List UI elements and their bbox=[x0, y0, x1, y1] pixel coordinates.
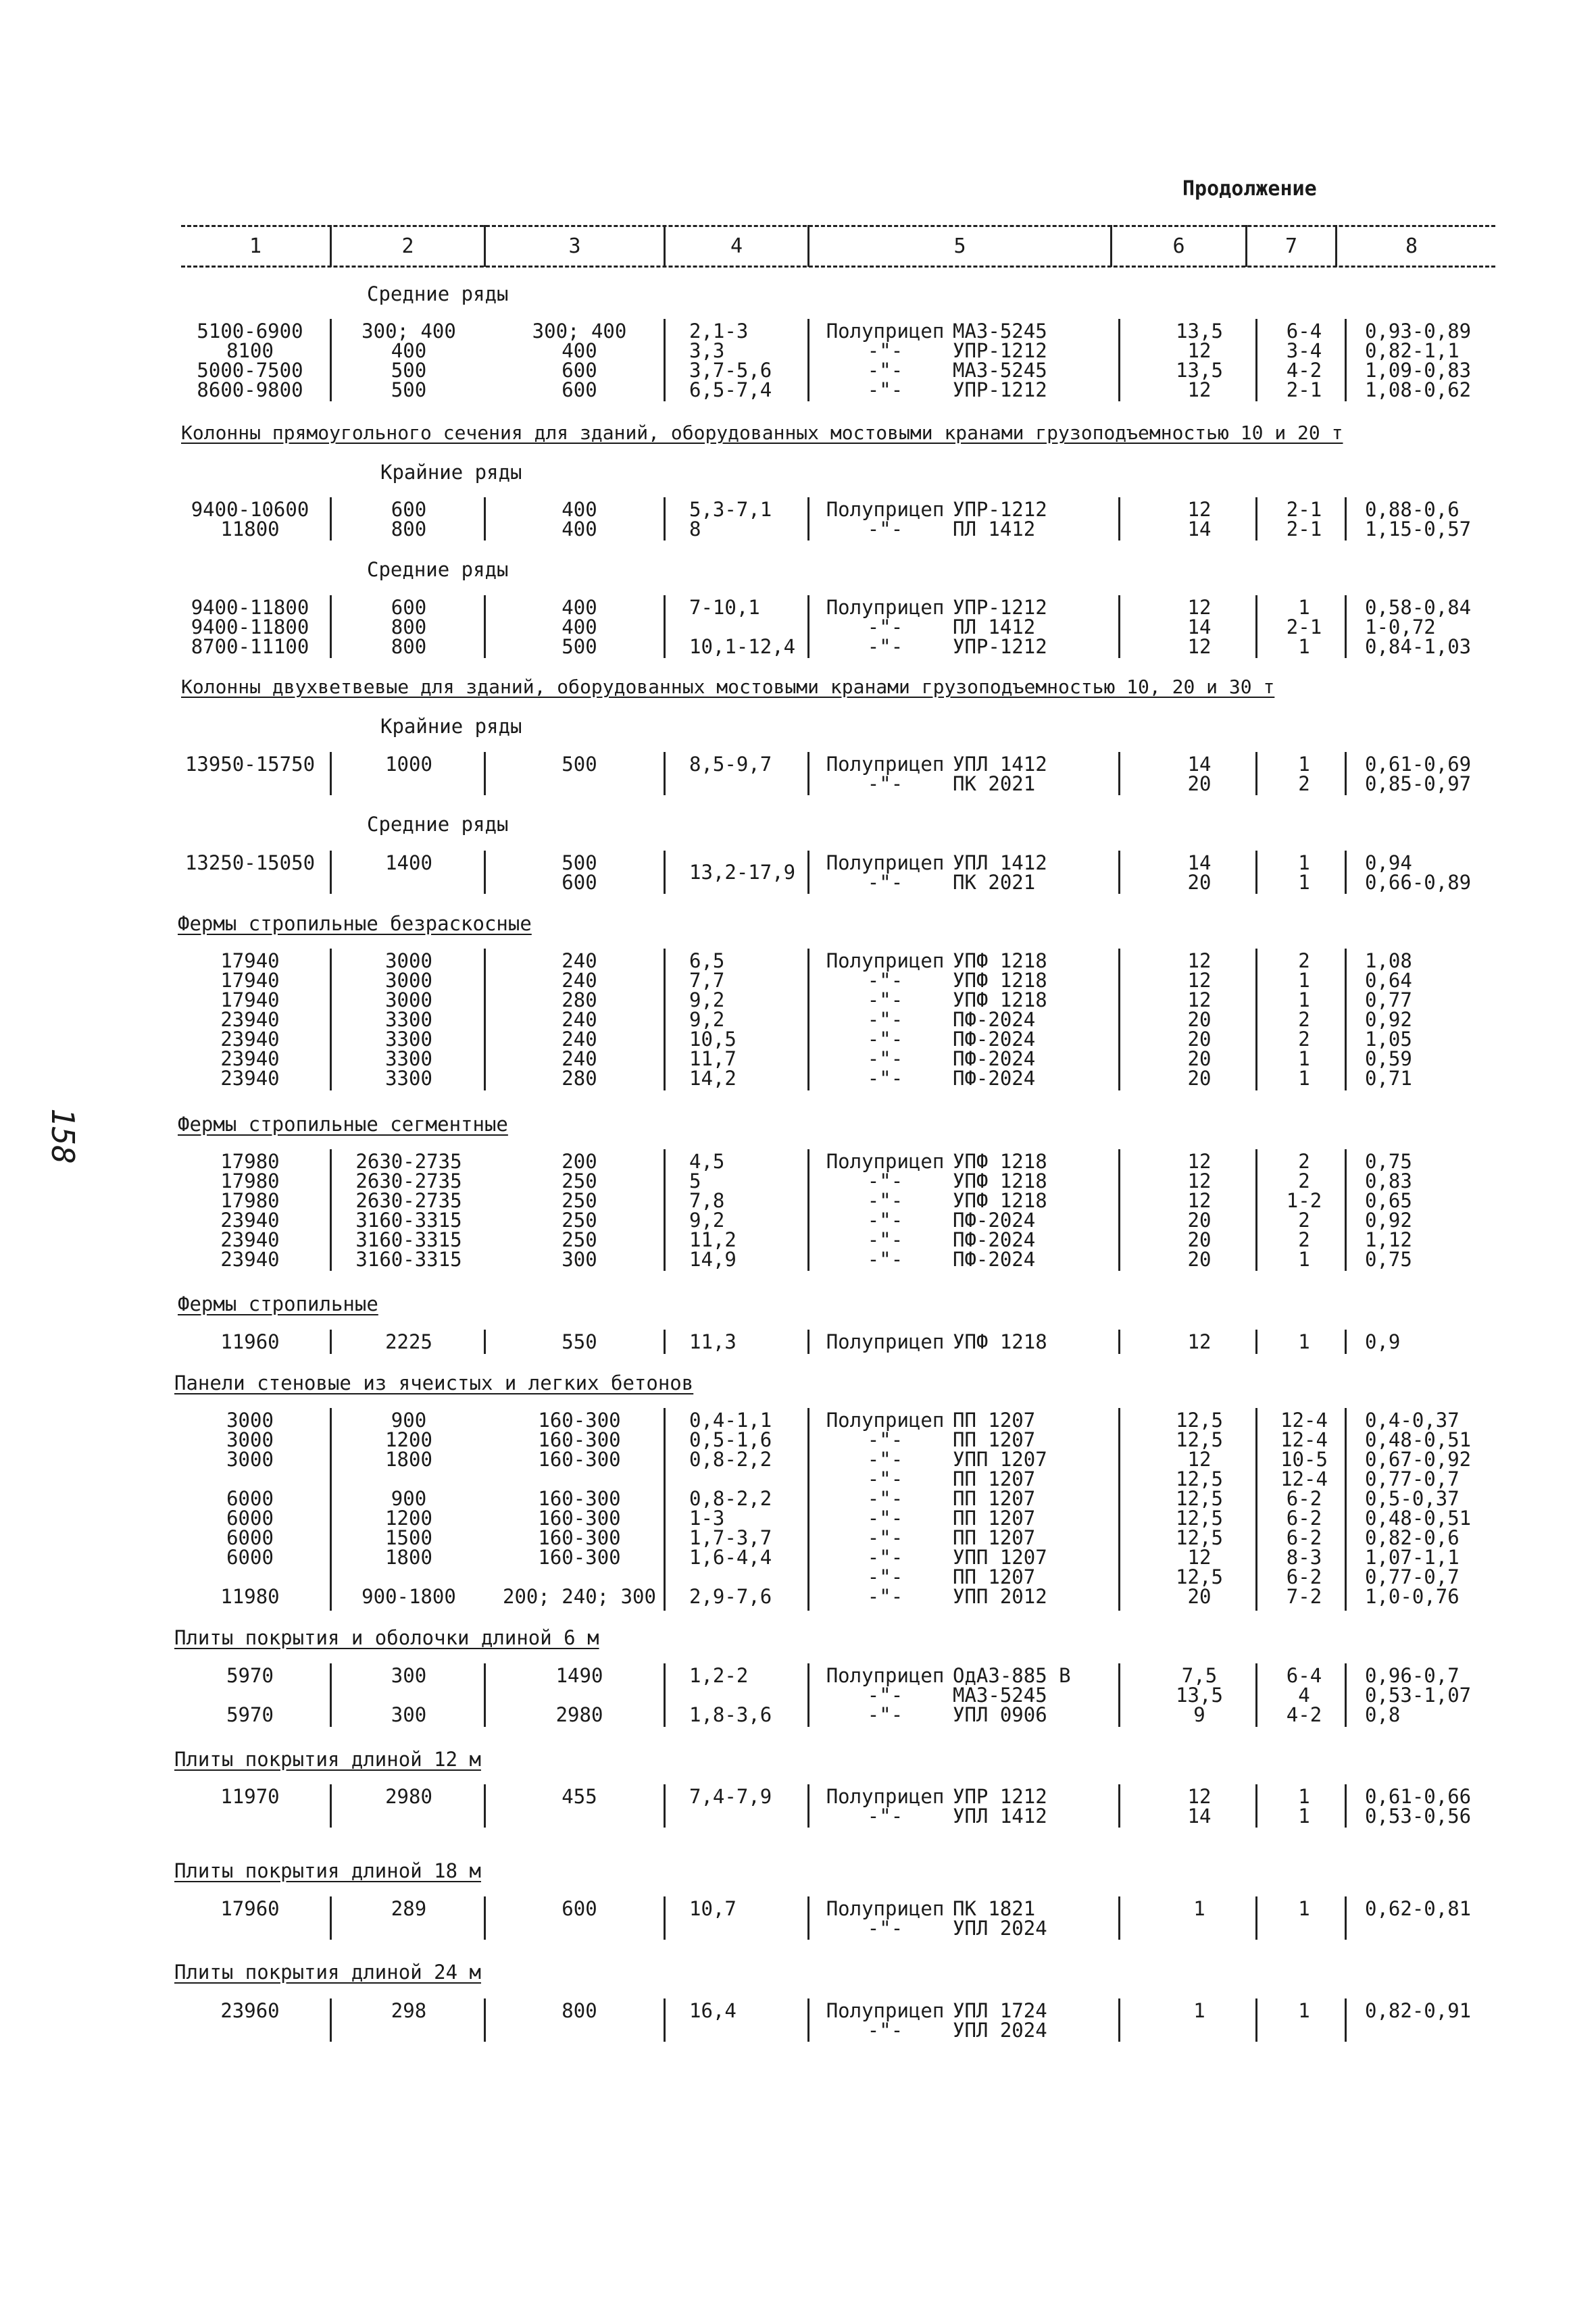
column-divider bbox=[1118, 319, 1120, 401]
cell-col6: 12 14 bbox=[1187, 498, 1212, 540]
section-heading: Плиты покрытия длиной 12 м bbox=[174, 1748, 481, 1771]
column-divider bbox=[807, 949, 809, 1090]
cell-col5-model: УПЛ 1412 ПК 2021 bbox=[953, 753, 1047, 795]
column-divider bbox=[664, 497, 666, 540]
cell-col8: 0,4-0,37 0,48-0,51 0,67-0,92 0,77-0,7 0,5-0,37 0,48-0,51 0,82-0,6 1,07-1,1 0,77-0,7 1,0-0,76 bbox=[1365, 1409, 1472, 1608]
cell-col5-model: УПР-1212 ПЛ 1412 bbox=[953, 498, 1047, 540]
column-divider bbox=[330, 1408, 332, 1611]
cell-col4: 7,4-7,9 bbox=[689, 1785, 772, 1808]
col-header-2: 2 bbox=[401, 234, 414, 258]
cell-col6: 12 12 12 20 20 20 20 bbox=[1187, 949, 1212, 1090]
section-heading: Плиты покрытия длиной 24 м bbox=[174, 1961, 481, 1984]
cell-col7: 1 2-1 1 bbox=[1286, 596, 1322, 658]
column-divider bbox=[330, 595, 332, 658]
column-divider bbox=[484, 497, 486, 540]
cell-col5-vehicle: Полуприцеп -"- bbox=[826, 1785, 945, 1828]
cell-col7: 2-1 2-1 bbox=[1286, 498, 1322, 540]
column-divider bbox=[807, 1408, 809, 1611]
col-header-5: 5 bbox=[953, 234, 966, 258]
cell-col2: 2225 bbox=[385, 1330, 432, 1353]
cell-col7: 1 1 bbox=[1298, 1785, 1310, 1828]
cell-col3: 300; 400 400 600 600 bbox=[532, 320, 627, 401]
column-divider bbox=[807, 497, 809, 540]
cell-col1: 17940 17940 17940 23940 23940 23940 23940 bbox=[220, 949, 280, 1090]
column-divider bbox=[484, 1896, 486, 1940]
col-header-6: 6 bbox=[1172, 234, 1185, 258]
cell-col6: 12 bbox=[1187, 1330, 1212, 1353]
cell-col5-vehicle: Полуприцеп -"- -"- -"- -"- -"- bbox=[826, 1150, 945, 1271]
column-divider bbox=[484, 752, 486, 795]
column-divider bbox=[1255, 1330, 1257, 1354]
column-divider bbox=[807, 851, 809, 894]
cell-col8: 0,96-0,7 0,53-1,07 0,8 bbox=[1365, 1664, 1472, 1726]
subheading-middle-rows: Средние ряды bbox=[367, 282, 509, 305]
column-divider bbox=[1255, 1896, 1257, 1940]
column-divider bbox=[1118, 1784, 1120, 1828]
cell-col4: 6,5 7,7 9,2 9,2 10,5 11,7 14,2 bbox=[689, 949, 737, 1090]
column-divider bbox=[330, 1896, 332, 1940]
cell-col8: 0,94 0,66-0,89 bbox=[1365, 851, 1472, 894]
column-divider bbox=[807, 1663, 809, 1727]
cell-col5-model: ОдАЗ-885 В МАЗ-5245 УПЛ 0906 bbox=[953, 1664, 1071, 1726]
column-divider bbox=[330, 1998, 332, 2042]
cell-col8: 0,9 bbox=[1365, 1330, 1401, 1353]
column-divider bbox=[1345, 497, 1347, 540]
header-bottom-rule bbox=[181, 266, 1495, 268]
column-divider bbox=[330, 1330, 332, 1354]
cell-col2: 1000 bbox=[385, 753, 432, 776]
cell-col8: 0,61-0,69 0,85-0,97 bbox=[1365, 753, 1472, 795]
cell-col1: 17980 17980 17980 23940 23940 23940 bbox=[220, 1150, 280, 1271]
cell-col8: 0,61-0,66 0,53-0,56 bbox=[1365, 1785, 1472, 1828]
column-divider bbox=[1345, 595, 1347, 658]
section-heading: Фермы стропильные безраскосные bbox=[178, 912, 532, 935]
cell-col1: 9400-10600 11800 bbox=[191, 498, 309, 540]
cell-col5-vehicle: Полуприцеп bbox=[826, 1330, 945, 1353]
cell-col1: 3000 3000 3000 6000 6000 6000 6000 11980 bbox=[220, 1409, 280, 1608]
column-divider bbox=[1118, 1896, 1120, 1940]
cell-col8: 0,62-0,81 bbox=[1365, 1897, 1472, 1920]
page-number: 158 bbox=[45, 1108, 81, 1165]
column-divider bbox=[1345, 1330, 1347, 1354]
column-divider bbox=[664, 1998, 666, 2042]
column-divider bbox=[1255, 851, 1257, 894]
cell-col5-vehicle: Полуприцеп -"- bbox=[826, 1999, 945, 2042]
subheading-middle-rows: Средние ряды bbox=[367, 558, 509, 581]
subheading-edge-rows: Крайние ряды bbox=[380, 715, 522, 738]
cell-col3: 500 600 bbox=[562, 851, 597, 894]
cell-col2: 3000 3000 3000 3300 3300 3300 3300 bbox=[385, 949, 432, 1090]
column-divider bbox=[1345, 1896, 1347, 1940]
column-divider bbox=[484, 1330, 486, 1354]
cell-col7: 1 2 bbox=[1298, 753, 1310, 795]
cell-col3: 800 bbox=[562, 1999, 597, 2022]
column-divider bbox=[807, 595, 809, 658]
column-divider bbox=[484, 949, 486, 1090]
cell-col6: 12,5 12,5 12 12,5 12,5 12,5 12,5 12 12,5 20 bbox=[1176, 1409, 1223, 1608]
cell-col3: 1490 2980 bbox=[555, 1664, 603, 1726]
cell-col5-model: УПР 1212 УПЛ 1412 bbox=[953, 1785, 1047, 1828]
cell-col3: 600 bbox=[562, 1897, 597, 1920]
column-divider bbox=[807, 1998, 809, 2042]
cell-col4: 1,2-2 1,8-3,6 bbox=[689, 1664, 772, 1726]
cell-col3: 400 400 bbox=[562, 498, 597, 540]
cell-col6: 1 bbox=[1193, 1999, 1205, 2022]
column-divider bbox=[807, 1896, 809, 1940]
cell-col6: 7,5 13,5 9 bbox=[1176, 1664, 1223, 1726]
cell-col7: 12-4 12-4 10-5 12-4 6-2 6-2 6-2 8-3 6-2 7-2 bbox=[1280, 1409, 1328, 1608]
cell-col1: 17960 bbox=[220, 1897, 280, 1920]
column-divider bbox=[1118, 497, 1120, 540]
column-divider bbox=[330, 319, 332, 401]
col-header-4: 4 bbox=[730, 234, 743, 258]
column-divider bbox=[664, 319, 666, 401]
column-divider bbox=[807, 1784, 809, 1828]
column-divider bbox=[1255, 1784, 1257, 1828]
col-header-7: 7 bbox=[1285, 234, 1298, 258]
cell-col5-model: УПФ 1218 УПФ 1218 УПФ 1218 ПФ-2024 ПФ-2024 ПФ-2024 bbox=[953, 1150, 1047, 1271]
column-divider bbox=[330, 1784, 332, 1828]
column-divider bbox=[807, 1330, 809, 1354]
cell-col6: 12 14 12 bbox=[1187, 596, 1212, 658]
cell-col5-vehicle: Полуприцеп -"- bbox=[826, 753, 945, 795]
column-divider bbox=[1345, 1408, 1347, 1611]
cell-col7: 6-4 4 4-2 bbox=[1286, 1664, 1322, 1726]
cell-col3: 200 250 250 250 250 300 bbox=[562, 1150, 597, 1271]
column-divider bbox=[1345, 752, 1347, 795]
column-divider bbox=[330, 949, 332, 1090]
cell-col1: 9400-11800 9400-11800 8700-11100 bbox=[191, 596, 309, 658]
cell-col5-vehicle: Полуприцеп -"- -"- bbox=[826, 596, 945, 658]
column-divider bbox=[1345, 1998, 1347, 2042]
cell-col2: 600 800 800 bbox=[391, 596, 427, 658]
header-top-rule bbox=[181, 225, 1495, 227]
cell-col2: 900 1200 1800 900 1200 1500 1800 900-1800 bbox=[361, 1409, 456, 1608]
cell-col7: 6-4 3-4 4-2 2-1 bbox=[1286, 320, 1322, 401]
column-divider bbox=[664, 949, 666, 1090]
subheading-edge-rows: Крайние ряды bbox=[380, 461, 522, 484]
cell-col6: 1 bbox=[1193, 1897, 1205, 1920]
section-heading: Панели стеновые из ячеистых и легких бетонов bbox=[174, 1372, 694, 1394]
section-heading: Фермы стропильные сегментные bbox=[178, 1113, 508, 1136]
cell-col4: 16,4 bbox=[689, 1999, 737, 2022]
section-heading: Фермы стропильные bbox=[178, 1292, 378, 1315]
column-divider bbox=[484, 595, 486, 658]
cell-col1: 11970 bbox=[220, 1785, 280, 1808]
cell-col8: 0,75 0,83 0,65 0,92 1,12 0,75 bbox=[1365, 1150, 1412, 1271]
column-divider bbox=[664, 1330, 666, 1354]
column-divider bbox=[1345, 319, 1347, 401]
column-divider bbox=[330, 752, 332, 795]
cell-col5-model: ПП 1207 ПП 1207 УПП 1207 ПП 1207 ПП 1207 ПП 1207 ПП 1207 УПП 1207 ПП 1207 УПП 2012 bbox=[953, 1409, 1047, 1608]
section-heading: Колонны двухветвевые для зданий, оборудованных мостовыми кранами грузоподъемностью 10, 20 и 30 т bbox=[181, 676, 1275, 698]
cell-col6: 12 12 12 20 20 20 bbox=[1187, 1150, 1212, 1271]
cell-col6: 13,5 12 13,5 12 bbox=[1176, 320, 1223, 401]
cell-col5-vehicle: Полуприцеп -"- bbox=[826, 851, 945, 894]
cell-col2: 300 300 bbox=[391, 1664, 427, 1726]
cell-col2: 289 bbox=[391, 1897, 427, 1920]
column-divider bbox=[1255, 752, 1257, 795]
column-divider bbox=[1255, 319, 1257, 401]
column-divider bbox=[807, 752, 809, 795]
cell-col7: 1 1 bbox=[1298, 851, 1310, 894]
cell-col1: 5100-6900 8100 5000-7500 8600-9800 bbox=[197, 320, 303, 401]
cell-col5-model: УПФ 1218 УПФ 1218 УПФ 1218 ПФ-2024 ПФ-2024 ПФ-2024 ПФ-2024 bbox=[953, 949, 1047, 1090]
cell-col5-model: УПЛ 1724 УПЛ 2024 bbox=[953, 1999, 1047, 2042]
cell-col5-vehicle: Полуприцеп -"- -"- bbox=[826, 1664, 945, 1726]
cell-col5-model: ПК 1821 УПЛ 2024 bbox=[953, 1897, 1047, 1940]
column-divider bbox=[1345, 949, 1347, 1090]
cell-col4: 4,5 5 7,8 9,2 11,2 14,9 bbox=[689, 1150, 737, 1271]
column-divider bbox=[664, 1149, 666, 1271]
column-divider bbox=[330, 851, 332, 894]
column-divider bbox=[330, 497, 332, 540]
column-divider bbox=[807, 319, 809, 401]
continuation-label: Продолжение bbox=[1182, 177, 1317, 201]
cell-col2: 300; 400 400 500 500 bbox=[361, 320, 456, 401]
column-divider bbox=[1255, 595, 1257, 658]
column-divider bbox=[1255, 1663, 1257, 1727]
cell-col2: 1400 bbox=[385, 851, 432, 874]
column-divider bbox=[330, 1663, 332, 1727]
cell-col7: 1 bbox=[1298, 1330, 1310, 1353]
cell-col5-model: УПЛ 1412 ПК 2021 bbox=[953, 851, 1047, 894]
column-divider bbox=[1345, 1663, 1347, 1727]
cell-col7: 1 bbox=[1298, 1897, 1310, 1920]
cell-col3: 160-300 160-300 160-300 160-300 160-300 160-300 160-300 200; 240; 300 bbox=[503, 1409, 656, 1608]
subheading-middle-rows: Средние ряды bbox=[367, 813, 509, 836]
column-divider bbox=[1255, 1408, 1257, 1611]
cell-col4: 13,2-17,9 bbox=[689, 861, 796, 884]
col-header-8: 8 bbox=[1405, 234, 1418, 258]
cell-col5-vehicle: Полуприцеп -"- -"- -"- bbox=[826, 320, 945, 401]
column-divider bbox=[1118, 1663, 1120, 1727]
cell-col5-vehicle: Полуприцеп -"- bbox=[826, 1897, 945, 1940]
cell-col4: 7-10,1 10,1-12,4 bbox=[689, 596, 796, 658]
cell-col7: 2 1 1 2 2 1 1 bbox=[1298, 949, 1310, 1090]
column-divider bbox=[330, 1149, 332, 1271]
cell-col2: 600 800 bbox=[391, 498, 427, 540]
section-heading: Плиты покрытия длиной 18 м bbox=[174, 1859, 481, 1882]
column-divider bbox=[1118, 1998, 1120, 2042]
column-divider bbox=[1255, 1149, 1257, 1271]
cell-col4: 0,4-1,1 0,5-1,6 0,8-2,2 0,8-2,2 1-3 1,7-3,7 1,6-4,4 2,9-7,6 bbox=[689, 1409, 772, 1608]
column-divider bbox=[1118, 949, 1120, 1090]
column-divider bbox=[1345, 1784, 1347, 1828]
column-divider bbox=[1255, 497, 1257, 540]
cell-col4: 11,3 bbox=[689, 1330, 737, 1353]
cell-col4: 2,1-3 3,3 3,7-5,6 6,5-7,4 bbox=[689, 320, 772, 401]
cell-col2: 2630-2735 2630-2735 2630-2735 3160-3315 3160-3315 3160-3315 bbox=[355, 1150, 462, 1271]
cell-col1: 13250-15050 bbox=[184, 851, 316, 874]
section-heading: Колонны прямоугольного сечения для зданий, оборудованных мостовыми кранами грузоподъемностью 10 и 20 т bbox=[181, 422, 1343, 444]
cell-col5-vehicle: Полуприцеп -"- -"- -"- -"- -"- -"- bbox=[826, 949, 945, 1090]
cell-col4: 8,5-9,7 bbox=[689, 753, 772, 776]
col-header-1: 1 bbox=[249, 234, 262, 258]
column-divider bbox=[1255, 949, 1257, 1090]
cell-col5-vehicle: Полуприцеп -"- bbox=[826, 498, 945, 540]
cell-col3: 455 bbox=[562, 1785, 597, 1808]
cell-col2: 298 bbox=[391, 1999, 427, 2022]
column-divider bbox=[484, 851, 486, 894]
column-divider bbox=[664, 595, 666, 658]
column-divider bbox=[1118, 595, 1120, 658]
section-heading: Плиты покрытия и оболочки длиной 6 м bbox=[174, 1626, 599, 1649]
column-divider bbox=[664, 1663, 666, 1727]
cell-col1: 11960 bbox=[220, 1330, 280, 1353]
column-divider bbox=[1255, 1998, 1257, 2042]
cell-col7: 2 2 1-2 2 2 1 bbox=[1286, 1150, 1322, 1271]
cell-col3: 550 bbox=[562, 1330, 597, 1353]
cell-col8: 1,08 0,64 0,77 0,92 1,05 0,59 0,71 bbox=[1365, 949, 1412, 1090]
column-divider bbox=[1118, 1330, 1120, 1354]
cell-col5-model: МАЗ-5245 УПР-1212 МАЗ-5245 УПР-1212 bbox=[953, 320, 1047, 401]
col-header-3: 3 bbox=[568, 234, 581, 258]
column-divider bbox=[664, 1408, 666, 1611]
cell-col1: 5970 5970 bbox=[226, 1664, 274, 1726]
cell-col8: 0,93-0,89 0,82-1,1 1,09-0,83 1,08-0,62 bbox=[1365, 320, 1472, 401]
column-divider bbox=[664, 1896, 666, 1940]
cell-col6: 14 20 bbox=[1187, 753, 1212, 795]
column-divider bbox=[664, 851, 666, 894]
cell-col3: 240 240 280 240 240 240 280 bbox=[562, 949, 597, 1090]
column-divider bbox=[1345, 851, 1347, 894]
cell-col5-model: УПФ 1218 bbox=[953, 1330, 1047, 1353]
cell-col5-vehicle: Полуприцеп -"- -"- -"- -"- -"- -"- -"- -"- -"- bbox=[826, 1409, 945, 1608]
cell-col8: 0,58-0,84 1-0,72 0,84-1,03 bbox=[1365, 596, 1472, 658]
cell-col1: 23960 bbox=[220, 1999, 280, 2022]
column-divider bbox=[1118, 1408, 1120, 1611]
cell-col8: 0,82-0,91 bbox=[1365, 1999, 1472, 2022]
cell-col7: 1 bbox=[1298, 1999, 1310, 2022]
cell-col3: 500 bbox=[562, 753, 597, 776]
column-divider bbox=[1118, 1149, 1120, 1271]
column-divider bbox=[484, 1663, 486, 1727]
column-divider bbox=[807, 1149, 809, 1271]
cell-col2: 2980 bbox=[385, 1785, 432, 1808]
cell-col5-model: УПР-1212 ПЛ 1412 УПР-1212 bbox=[953, 596, 1047, 658]
column-divider bbox=[1118, 851, 1120, 894]
column-divider bbox=[484, 1998, 486, 2042]
cell-col6: 14 20 bbox=[1187, 851, 1212, 894]
column-divider bbox=[1345, 1149, 1347, 1271]
cell-col3: 400 400 500 bbox=[562, 596, 597, 658]
column-divider bbox=[664, 1784, 666, 1828]
column-divider bbox=[1118, 752, 1120, 795]
column-divider bbox=[664, 752, 666, 795]
cell-col6: 12 14 bbox=[1187, 1785, 1212, 1828]
cell-col8: 0,88-0,6 1,15-0,57 bbox=[1365, 498, 1472, 540]
column-divider bbox=[484, 1784, 486, 1828]
cell-col4: 10,7 bbox=[689, 1897, 737, 1920]
cell-col4: 5,3-7,1 8 bbox=[689, 498, 772, 540]
cell-col1: 13950-15750 bbox=[184, 753, 316, 776]
